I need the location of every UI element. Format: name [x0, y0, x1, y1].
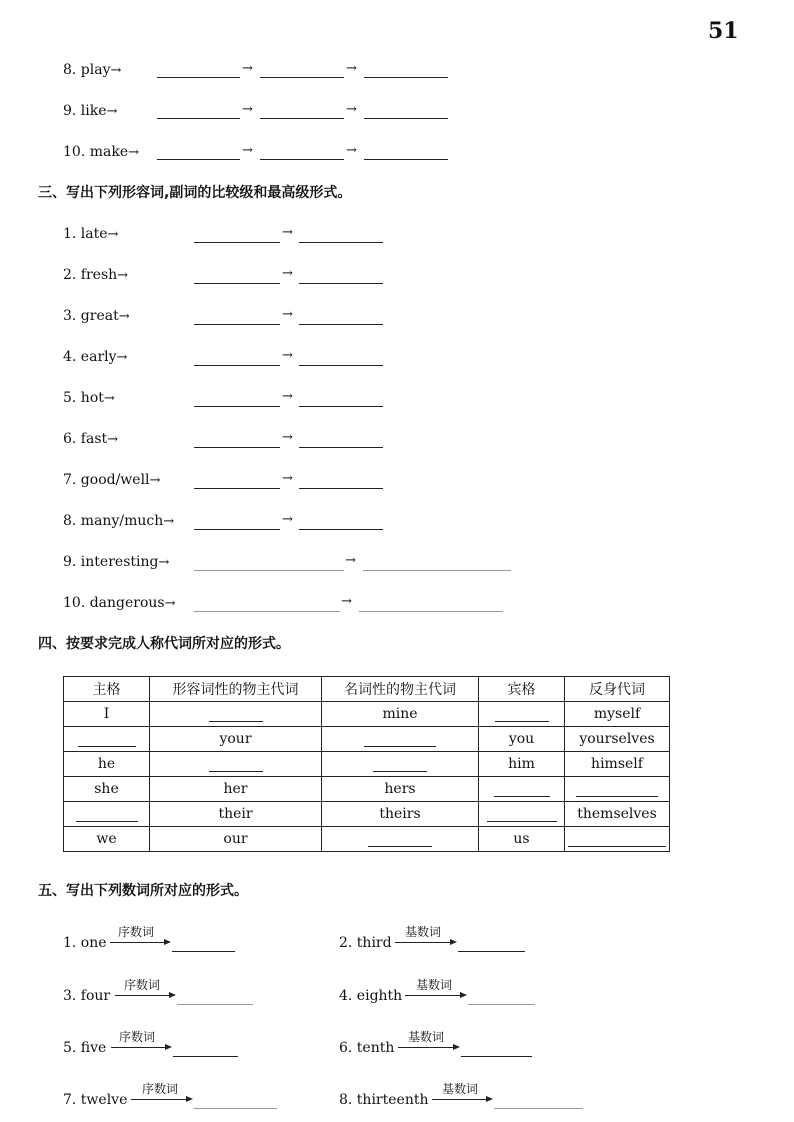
answer-blank[interactable]: [299, 447, 383, 448]
arrow: →: [341, 594, 352, 609]
table-cell: he: [64, 752, 150, 777]
column-header: 名词性的物主代词: [322, 677, 479, 702]
answer-blank[interactable]: [194, 529, 280, 530]
answer-blank[interactable]: [299, 365, 383, 366]
numeral-word: 6. tenth: [339, 1040, 395, 1056]
numeral-word: 7. twelve: [63, 1092, 128, 1108]
answer-blank[interactable]: [364, 77, 448, 78]
answer-blank[interactable]: [299, 488, 383, 489]
cardinal-label: 基数词: [408, 1030, 445, 1044]
table-cell: us: [479, 827, 565, 852]
arrow-line: [398, 1047, 454, 1048]
adj-item: 7. good/well→: [63, 472, 161, 488]
ordinal-label: 序数词: [118, 925, 155, 939]
cardinal-label: 基数词: [405, 925, 442, 939]
arrow-line: [115, 995, 170, 996]
table-cell-blank[interactable]: [479, 777, 565, 802]
table-row: [64, 727, 670, 752]
column-header: 主格: [64, 677, 150, 702]
answer-blank[interactable]: [194, 447, 280, 448]
arrow-line: [111, 1047, 166, 1048]
answer-blank[interactable]: [194, 488, 280, 489]
section-3-heading: 三、写出下列形容词,副词的比较级和最高级形式。: [38, 185, 352, 201]
ordinal-label: 序数词: [119, 1030, 156, 1044]
table-cell-blank[interactable]: [64, 802, 150, 827]
table-cell-blank[interactable]: [150, 702, 322, 727]
adj-item: 5. hot→: [63, 390, 115, 406]
table-cell-blank[interactable]: [322, 727, 479, 752]
verb-item-play: 8. play→: [63, 62, 122, 78]
numeral-word: 4. eighth: [339, 988, 403, 1004]
table-cell: their: [150, 802, 322, 827]
numeral-word: 5. five: [63, 1040, 107, 1056]
table-cell-blank[interactable]: [150, 752, 322, 777]
numeral-word: 1. one: [63, 935, 107, 951]
arrow: →: [282, 266, 293, 281]
table-cell-blank[interactable]: [479, 702, 565, 727]
arrow: →: [345, 553, 356, 568]
table-cell: mine: [322, 702, 479, 727]
pronoun-table: [63, 676, 670, 852]
table-cell: yourselves: [565, 727, 670, 752]
arrow-head-icon: [169, 992, 176, 998]
adj-item: 4. early→: [63, 349, 128, 365]
answer-blank[interactable]: [260, 77, 344, 78]
answer-blank[interactable]: [458, 951, 525, 952]
answer-blank[interactable]: [468, 1004, 535, 1005]
arrow-head-icon: [186, 1096, 193, 1102]
table-cell: himself: [565, 752, 670, 777]
arrow: →: [242, 143, 253, 158]
arrow: →: [282, 512, 293, 527]
table-cell-blank[interactable]: [565, 777, 670, 802]
column-header: 宾格: [479, 677, 565, 702]
adj-item: 6. fast→: [63, 431, 119, 447]
table-cell-blank[interactable]: [64, 727, 150, 752]
arrow: →: [242, 61, 253, 76]
adj-item: 3. great→: [63, 308, 130, 324]
arrow-line: [131, 1099, 187, 1100]
answer-blank[interactable]: [359, 611, 503, 612]
answer-blank[interactable]: [194, 406, 280, 407]
ordinal-label: 序数词: [124, 978, 161, 992]
table-cell: she: [64, 777, 150, 802]
adj-item: 10. dangerous→: [63, 595, 176, 611]
answer-blank[interactable]: [299, 283, 383, 284]
answer-blank[interactable]: [461, 1056, 532, 1057]
numeral-word: 2. third: [339, 935, 392, 951]
answer-blank[interactable]: [260, 118, 344, 119]
column-header: 反身代词: [565, 677, 670, 702]
table-cell-blank[interactable]: [565, 827, 670, 852]
table-row: [64, 827, 670, 852]
answer-blank[interactable]: [157, 77, 240, 78]
table-cell: themselves: [565, 802, 670, 827]
arrow-head-icon: [450, 939, 457, 945]
table-row: [64, 802, 670, 827]
answer-blank[interactable]: [157, 159, 240, 160]
arrow: →: [346, 102, 357, 117]
answer-blank[interactable]: [157, 118, 240, 119]
answer-blank[interactable]: [299, 529, 383, 530]
answer-blank[interactable]: [194, 365, 280, 366]
answer-blank[interactable]: [173, 1056, 238, 1057]
ordinal-label: 序数词: [142, 1082, 179, 1096]
cardinal-label: 基数词: [416, 978, 453, 992]
numeral-word: 3. four: [63, 988, 111, 1004]
arrow: →: [346, 143, 357, 158]
table-cell: hers: [322, 777, 479, 802]
arrow-line: [405, 995, 461, 996]
table-row: [64, 777, 670, 802]
adj-item: 1. late→: [63, 226, 119, 242]
arrow-head-icon: [486, 1096, 493, 1102]
table-cell: we: [64, 827, 150, 852]
table-cell: her: [150, 777, 322, 802]
answer-blank[interactable]: [194, 324, 280, 325]
answer-blank[interactable]: [194, 570, 344, 571]
arrow: →: [346, 61, 357, 76]
arrow: →: [242, 102, 253, 117]
table-cell: myself: [565, 702, 670, 727]
table-cell: our: [150, 827, 322, 852]
arrow: →: [282, 307, 293, 322]
arrow-head-icon: [460, 992, 467, 998]
column-header: 形容词性的物主代词: [150, 677, 322, 702]
verb-item-make: 10. make→: [63, 144, 140, 160]
section-5-heading: 五、写出下列数词所对应的形式。: [38, 883, 248, 899]
table-cell: him: [479, 752, 565, 777]
answer-blank[interactable]: [364, 118, 448, 119]
arrow-head-icon: [165, 1044, 172, 1050]
arrow: →: [282, 225, 293, 240]
adj-item: 9. interesting→: [63, 554, 170, 570]
table-header-row: [64, 677, 670, 702]
arrow: →: [282, 389, 293, 404]
answer-blank[interactable]: [364, 159, 448, 160]
answer-blank[interactable]: [194, 1108, 277, 1109]
answer-blank[interactable]: [194, 283, 280, 284]
table-cell: theirs: [322, 802, 479, 827]
table-cell: your: [150, 727, 322, 752]
numeral-word: 8. thirteenth: [339, 1092, 429, 1108]
answer-blank[interactable]: [363, 570, 511, 571]
answer-blank[interactable]: [299, 324, 383, 325]
arrow-line: [395, 942, 451, 943]
answer-blank[interactable]: [299, 406, 383, 407]
arrow-head-icon: [453, 1044, 460, 1050]
arrow-line: [110, 942, 165, 943]
answer-blank[interactable]: [299, 242, 383, 243]
verb-item-like: 9. like→: [63, 103, 118, 119]
answer-blank[interactable]: [260, 159, 344, 160]
table-cell-blank[interactable]: [479, 802, 565, 827]
cardinal-label: 基数词: [442, 1082, 479, 1096]
adj-item: 8. many/much→: [63, 513, 175, 529]
answer-blank[interactable]: [494, 1108, 583, 1109]
answer-blank[interactable]: [177, 1004, 253, 1005]
arrow: →: [282, 471, 293, 486]
answer-blank[interactable]: [194, 242, 280, 243]
table-row: [64, 752, 670, 777]
table-cell: you: [479, 727, 565, 752]
arrow-head-icon: [164, 939, 171, 945]
arrow: →: [282, 348, 293, 363]
answer-blank[interactable]: [194, 611, 340, 612]
answer-blank[interactable]: [172, 951, 235, 952]
adj-item: 2. fresh→: [63, 267, 129, 283]
arrow-line: [432, 1099, 487, 1100]
table-cell-blank[interactable]: [322, 752, 479, 777]
table-cell-blank[interactable]: [322, 827, 479, 852]
arrow: →: [282, 430, 293, 445]
table-cell: I: [64, 702, 150, 727]
section-4-heading: 四、按要求完成人称代词所对应的形式。: [38, 636, 290, 652]
page-number: 51: [708, 18, 739, 44]
table-row: [64, 702, 670, 727]
